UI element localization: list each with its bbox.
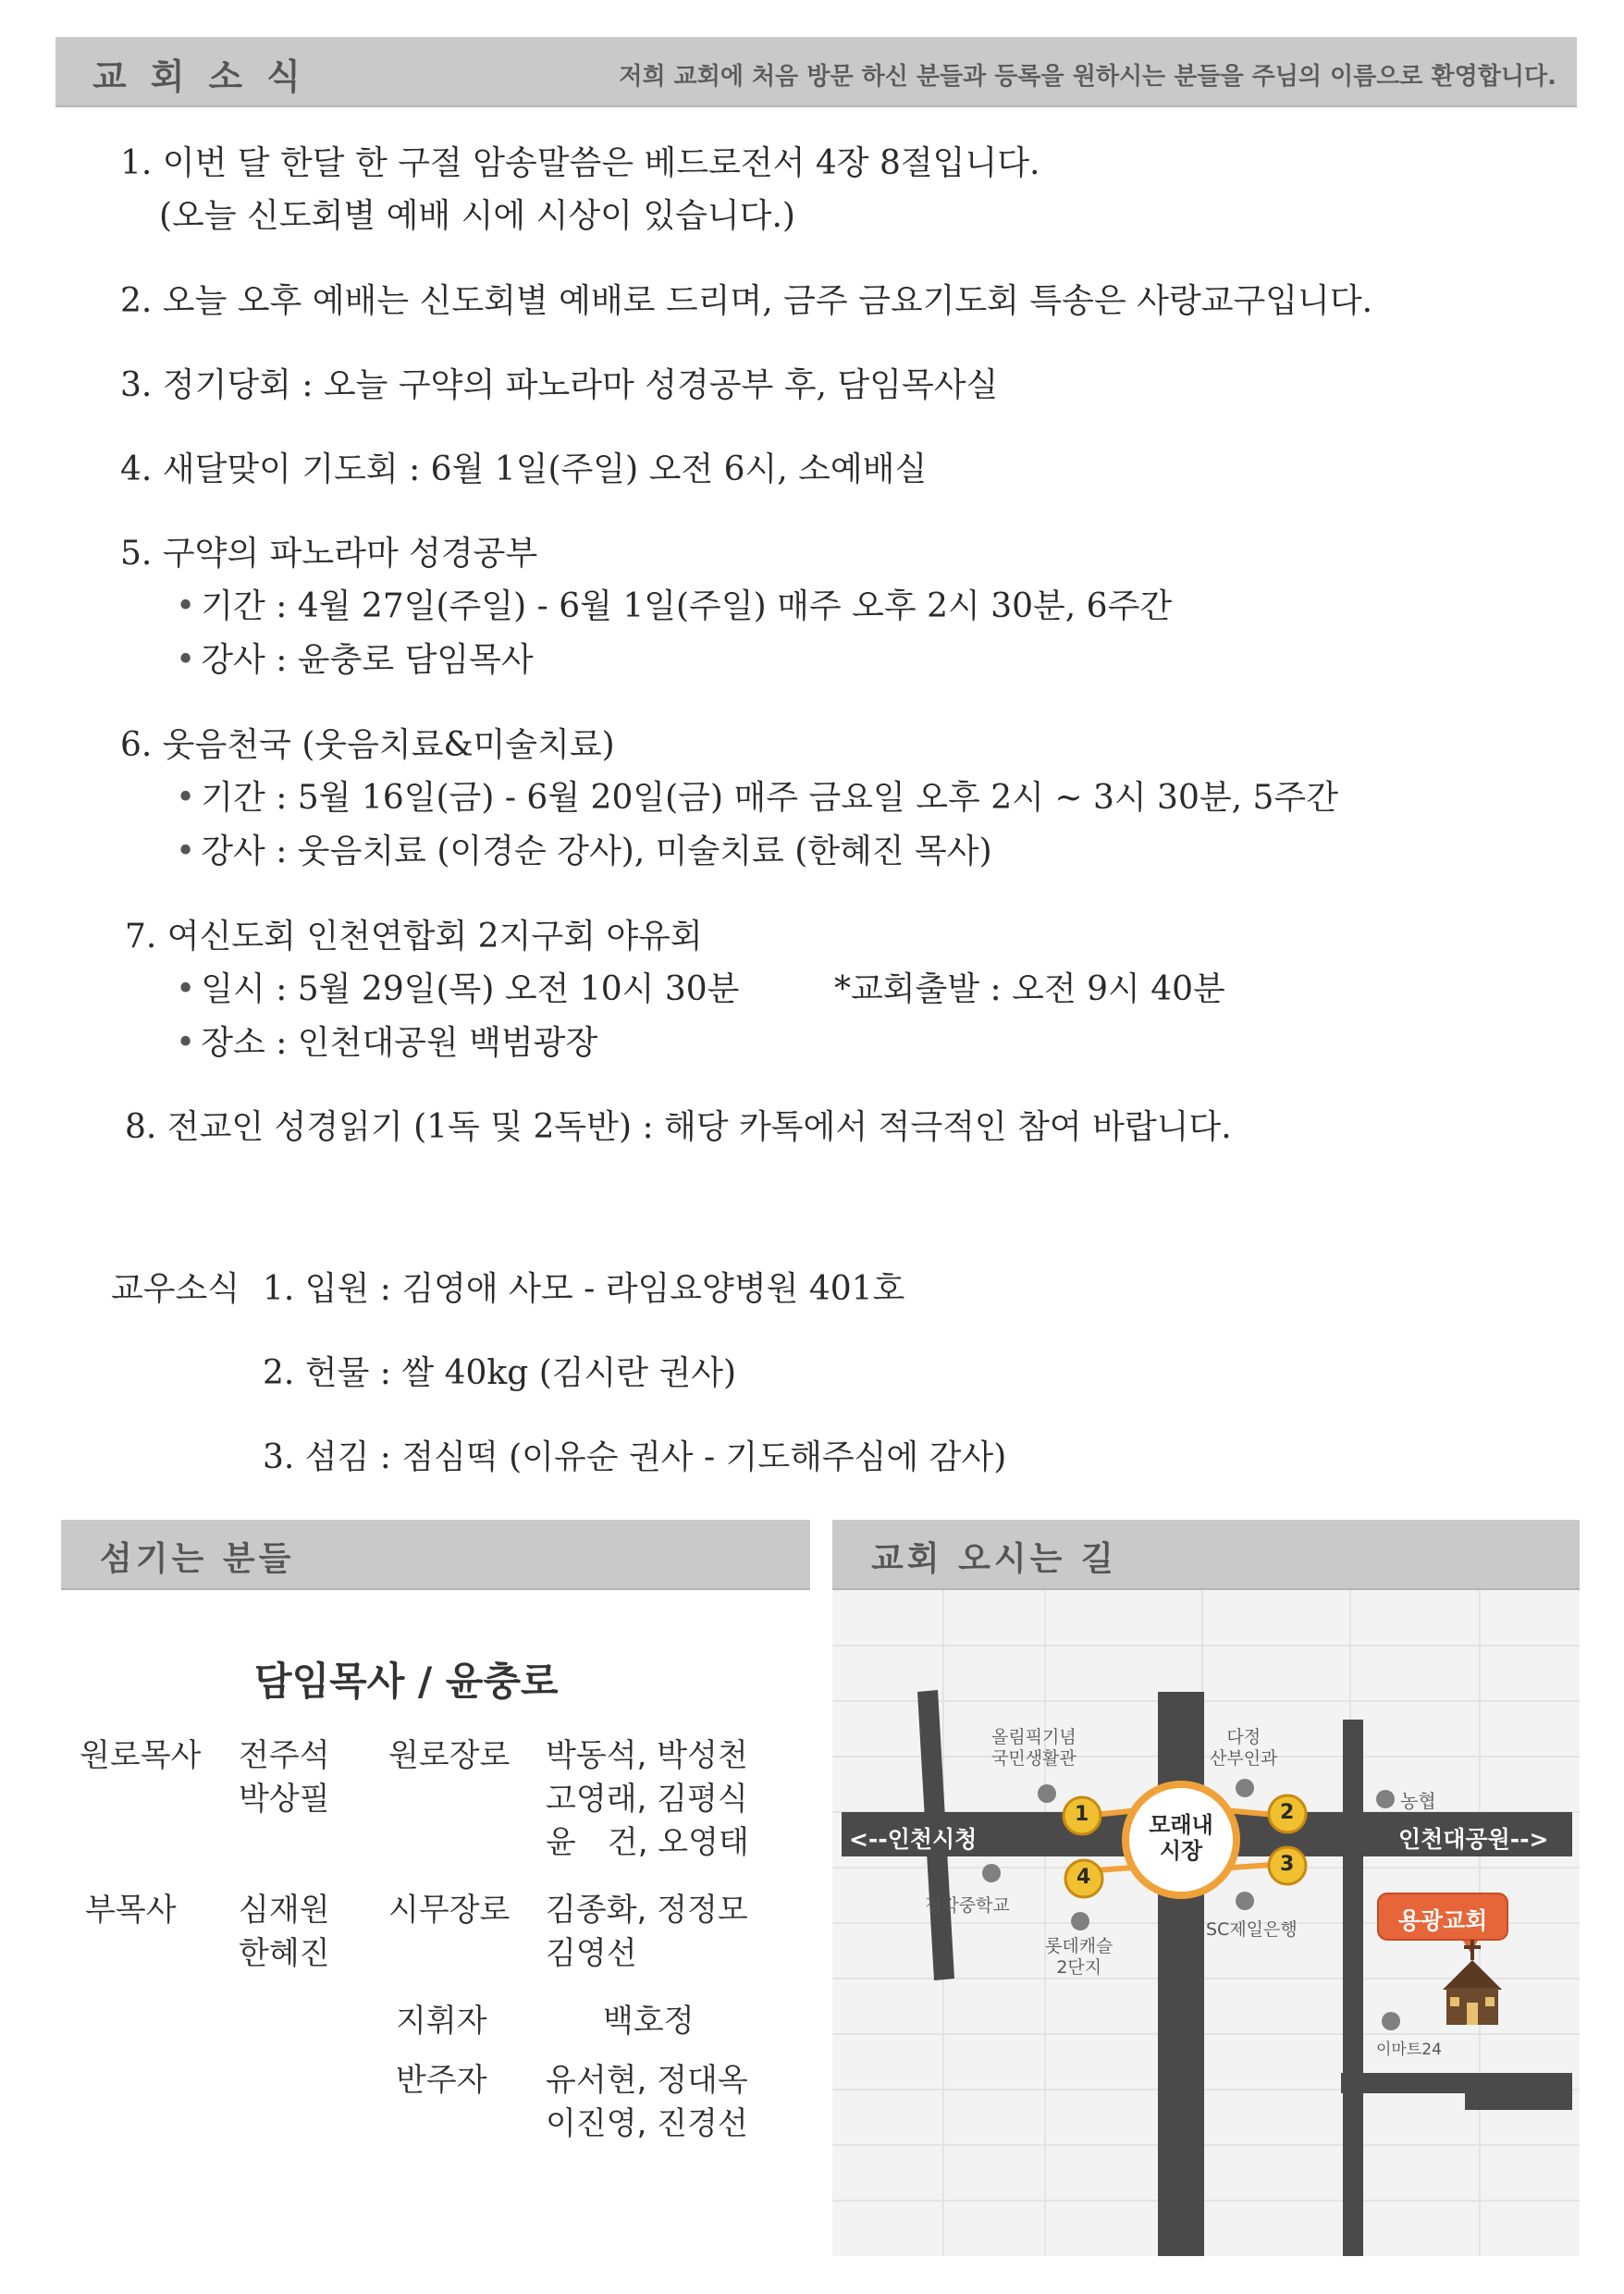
church-icon	[1443, 1940, 1502, 2025]
notice-item: 8. 전교인 성경읽기 (1독 및 2독반) : 해당 카톡에서 적극적인 참여 바랍니다.	[125, 1108, 1232, 1146]
members-news-item: 2. 헌물 : 쌀 40kg (김시란 권사)	[263, 1354, 737, 1392]
person-name: 고영래, 김평식	[546, 1781, 748, 1818]
landmark-line: 올림픽기념	[991, 1727, 1077, 1747]
senior-pastor: 담임목사 / 윤충로	[254, 1659, 559, 1704]
person-name: 한혜진	[239, 1935, 330, 1972]
role-label: 시무장로	[388, 1892, 511, 1929]
role-label: 반주자	[396, 2062, 487, 2099]
market-label-line: 모래내	[1149, 1812, 1213, 1838]
marker-2: 2	[1280, 1801, 1295, 1824]
landmark-lotte-castle	[1045, 1936, 1113, 1979]
market-label	[1149, 1812, 1213, 1864]
serving-title: 섬기는 분들	[100, 1540, 295, 1578]
landmark-middle-school: 정각중학교	[925, 1895, 1010, 1916]
role-label: 부목사	[85, 1892, 177, 1929]
directions-header	[832, 1520, 1580, 1590]
landmark-emart24: 이마트24	[1376, 2041, 1442, 2059]
road-label-left: <--인천시청	[849, 1826, 978, 1853]
person-name: 전주석	[239, 1737, 330, 1774]
notice-item: 7. 여신도회 인천연합회 2지구회 야유회	[125, 918, 703, 956]
notice-item: 1. 이번 달 한달 한 구절 암송말씀은 베드로전서 4장 8절입니다.	[120, 144, 1040, 182]
directions-title: 교회 오시는 길	[871, 1540, 1117, 1578]
role-label: 지휘자	[396, 2003, 487, 2040]
landmark-line: 국민생활관	[991, 1748, 1077, 1769]
landmark-line: 2단지	[1056, 1957, 1102, 1978]
notice-item: (오늘 신도회별 예배 시에 시상이 있습니다.)	[159, 197, 795, 235]
person-name: 박상필	[239, 1781, 330, 1818]
person-name: 윤 건, 오영태	[546, 1824, 749, 1861]
landmark-sports-center	[991, 1727, 1077, 1770]
landmark-line: 산부인과	[1210, 1748, 1278, 1769]
landmark-line: 다정	[1226, 1727, 1261, 1747]
notice-item: • 강사 : 윤충로 담임목사	[176, 634, 534, 681]
notice-item: • 일시 : 5월 29일(목) 오전 10시 30분	[176, 963, 739, 1010]
marker-1: 1	[1075, 1803, 1089, 1826]
role-label: 원로장로	[388, 1737, 511, 1774]
notice-item: • 기간 : 4월 27일(주일) - 6월 1일(주일) 매주 오후 2시 30분, 6주간	[176, 580, 1172, 627]
members-news-item: 3. 섬김 : 점심떡 (이유순 권사 - 기도해주심에 감사)	[263, 1438, 1007, 1476]
church-news-header	[55, 37, 1577, 107]
road-label-right: 인천대공원-->	[1398, 1826, 1549, 1853]
directions-map	[832, 1590, 1580, 2256]
role-label: 원로목사	[80, 1737, 202, 1774]
landmark-clinic	[1210, 1727, 1277, 1770]
person-name: 이진영, 진경선	[546, 2105, 748, 2142]
notice-item: 5. 구약의 파노라마 성경공부	[120, 535, 538, 573]
person-name: 백호정	[603, 2003, 695, 2040]
notice-item: • 장소 : 인천대공원 백범광장	[176, 1017, 597, 1064]
landmark-line: 롯데캐슬	[1045, 1936, 1113, 1956]
notice-item: 6. 웃음천국 (웃음치료&미술치료)	[120, 726, 615, 764]
person-name: 박동석, 박성천	[546, 1737, 748, 1774]
landmark-sc-bank: SC제일은행	[1206, 1919, 1298, 1940]
notice-item: 2. 오늘 오후 예배는 신도회별 예배로 드리며, 금주 금요기도회 특송은 사랑교구입니다.	[120, 282, 1373, 320]
marker-4: 4	[1077, 1866, 1091, 1889]
notice-item: • 기간 : 5월 16일(금) - 6월 20일(금) 매주 금요일 오후 2시 ~ 3시 30분, 5주간	[176, 771, 1338, 819]
person-name: 김종화, 정정모	[546, 1892, 748, 1929]
welcome-message: 저희 교회에 처음 방문 하신 분들과 등록을 원하시는 분들을 주님의 이름으로 환영합니다.	[619, 63, 1556, 91]
notice-item: 3. 정기당회 : 오늘 구약의 파노라마 성경공부 후, 담임목사실	[120, 366, 999, 404]
marker-3: 3	[1280, 1853, 1295, 1876]
market-label-line: 시장	[1159, 1838, 1203, 1864]
serving-header	[61, 1520, 810, 1590]
members-news-label: 교우소식	[111, 1270, 240, 1308]
person-name: 심재원	[239, 1892, 330, 1929]
church-name-label: 용광교회	[1397, 1907, 1488, 1934]
notice-item: 4. 새달맞이 기도회 : 6월 1일(주일) 오전 6시, 소예배실	[120, 450, 928, 488]
church-news-title: 교회소식	[92, 56, 325, 97]
landmark-nonghyup: 농협	[1400, 1790, 1436, 1812]
person-name: 김영선	[546, 1935, 637, 1972]
members-news-item: 1. 입원 : 김영애 사모 - 라임요양병원 401호	[263, 1270, 905, 1308]
person-name: 유서현, 정대옥	[546, 2062, 748, 2099]
notice-item: *교회출발 : 오전 9시 40분	[834, 970, 1225, 1008]
notice-item: • 강사 : 웃음치료 (이경순 강사), 미술치료 (한혜진 목사)	[176, 825, 992, 872]
